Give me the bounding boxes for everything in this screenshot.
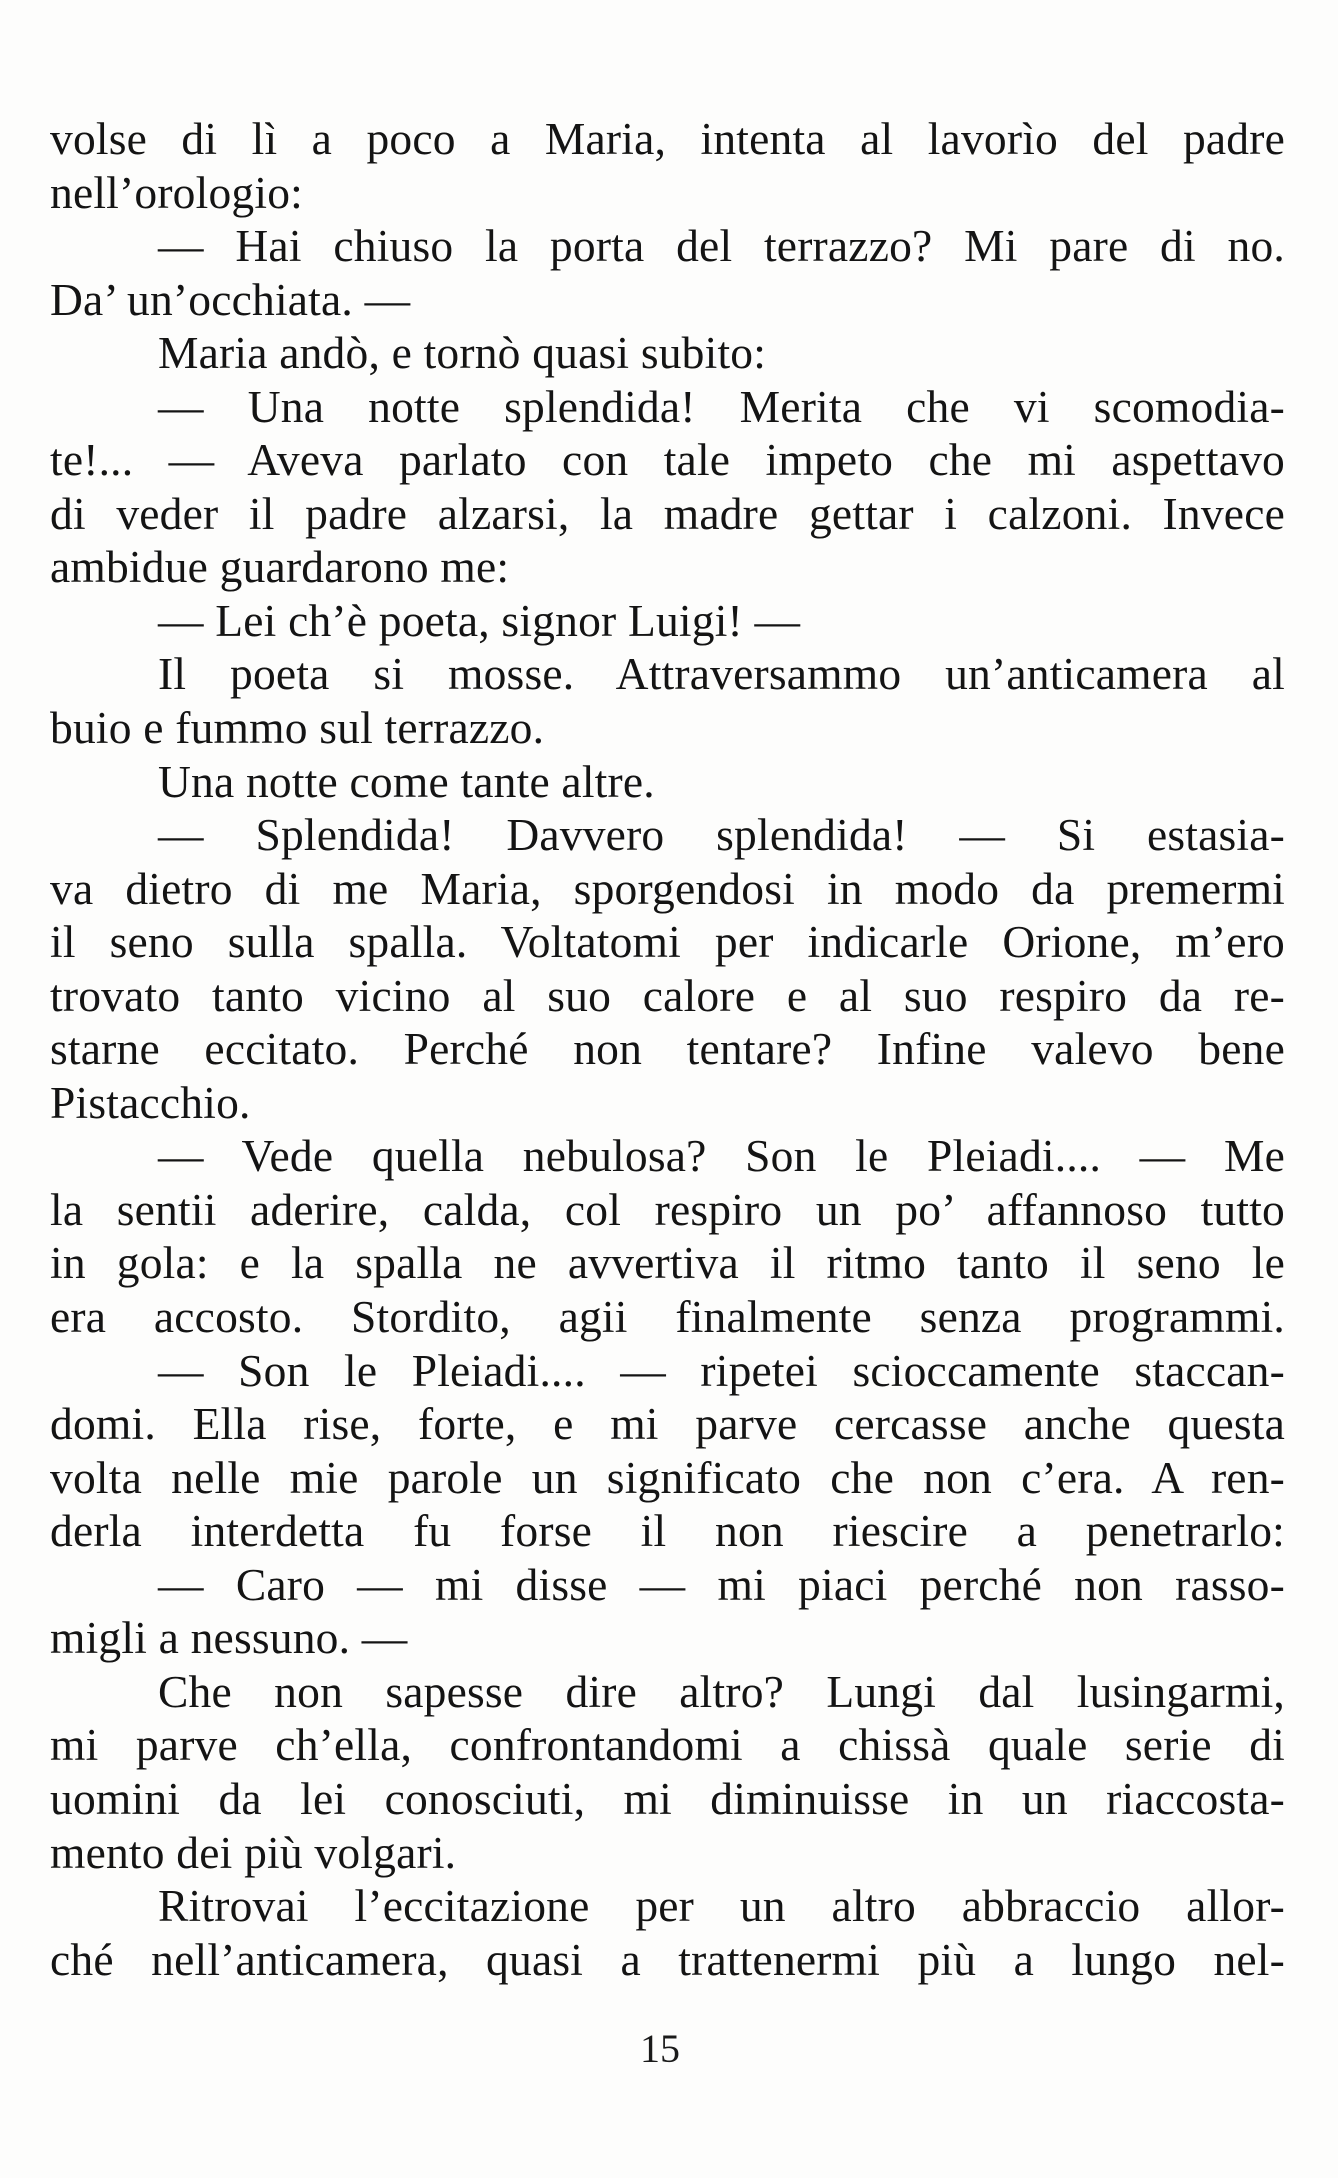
text-line: te!... — Aveva parlato con tale impeto che mi aspettavo (50, 434, 1285, 486)
text-line: Da’ un’occhiata. — (50, 273, 411, 325)
text-line: trovato tanto vicino al suo calore e al suo respiro da re- (50, 969, 1285, 1021)
text-line: Pistacchio. (50, 1076, 251, 1128)
text-line: migli a nessuno. — (50, 1612, 408, 1664)
text-line: uomini da lei conosciuti, mi diminuisse in un riaccosta- (50, 1772, 1285, 1824)
text-line: la sentii aderire, calda, col respiro un po’ affannoso tutto (50, 1183, 1285, 1235)
text-line: — Caro — mi disse — mi piaci perché non rasso- (158, 1558, 1285, 1610)
text-line: buio e fummo sul terrazzo. (50, 702, 545, 754)
text-line: — Vede quella nebulosa? Son le Pleiadi.... — Me (158, 1130, 1285, 1182)
text-line: domi. Ella rise, forte, e mi parve cercasse anche questa (50, 1398, 1285, 1450)
text-line: era accosto. Stordito, agii finalmente senza programmi. (50, 1291, 1285, 1343)
text-line: derla interdetta fu forse il non riescire a penetrarlo: (50, 1505, 1285, 1557)
text-line: il seno sulla spalla. Voltatomi per indicarle Orione, m’ero (50, 916, 1285, 968)
text-line: nell’orologio: (50, 166, 304, 218)
text-line: ché nell’anticamera, quasi a trattenermi più a lungo nel- (50, 1933, 1285, 1985)
page-number: 15 (640, 2026, 680, 2071)
text-line: di veder il padre alzarsi, la madre gettar i calzoni. Invece (50, 487, 1285, 539)
text-line: volta nelle mie parole un significato che non c’era. A ren- (50, 1451, 1285, 1503)
text-line: ambidue guardarono me: (50, 541, 510, 593)
text-line: Maria andò, e tornò quasi subito: (158, 327, 767, 379)
text-line: mi parve ch’ella, confrontandomi a chissà quale serie di (50, 1719, 1285, 1771)
text-line: Che non sapesse dire altro? Lungi dal lusingarmi, (158, 1665, 1285, 1717)
text-line: — Una notte splendida! Merita che vi scomodia- (158, 380, 1285, 432)
body-text (50, 112, 1285, 1986)
text-line: Il poeta si mosse. Attraversammo un’anticamera al (158, 648, 1285, 700)
text-line: — Hai chiuso la porta del terrazzo? Mi pare di no. (158, 220, 1285, 272)
text-line: starne eccitato. Perché non tentare? Infine valevo bene (50, 1023, 1285, 1075)
text-line: — Splendida! Davvero splendida! — Si estasia- (158, 809, 1285, 861)
text-line: — Son le Pleiadi.... — ripetei scioccamente staccan- (158, 1344, 1285, 1396)
text-line: in gola: e la spalla ne avvertiva il ritmo tanto il seno le (50, 1237, 1285, 1289)
text-line: Ritrovai l’eccitazione per un altro abbraccio allor- (158, 1880, 1285, 1932)
text-line: volse di lì a poco a Maria, intenta al lavorìo del padre (50, 113, 1285, 164)
text-line: va dietro di me Maria, sporgendosi in modo da premermi (50, 862, 1285, 914)
text-line: — Lei ch’è poeta, signor Luigi! — (158, 594, 801, 646)
text-line: mento dei più volgari. (50, 1826, 457, 1878)
text-line: Una notte come tante altre. (158, 755, 655, 807)
